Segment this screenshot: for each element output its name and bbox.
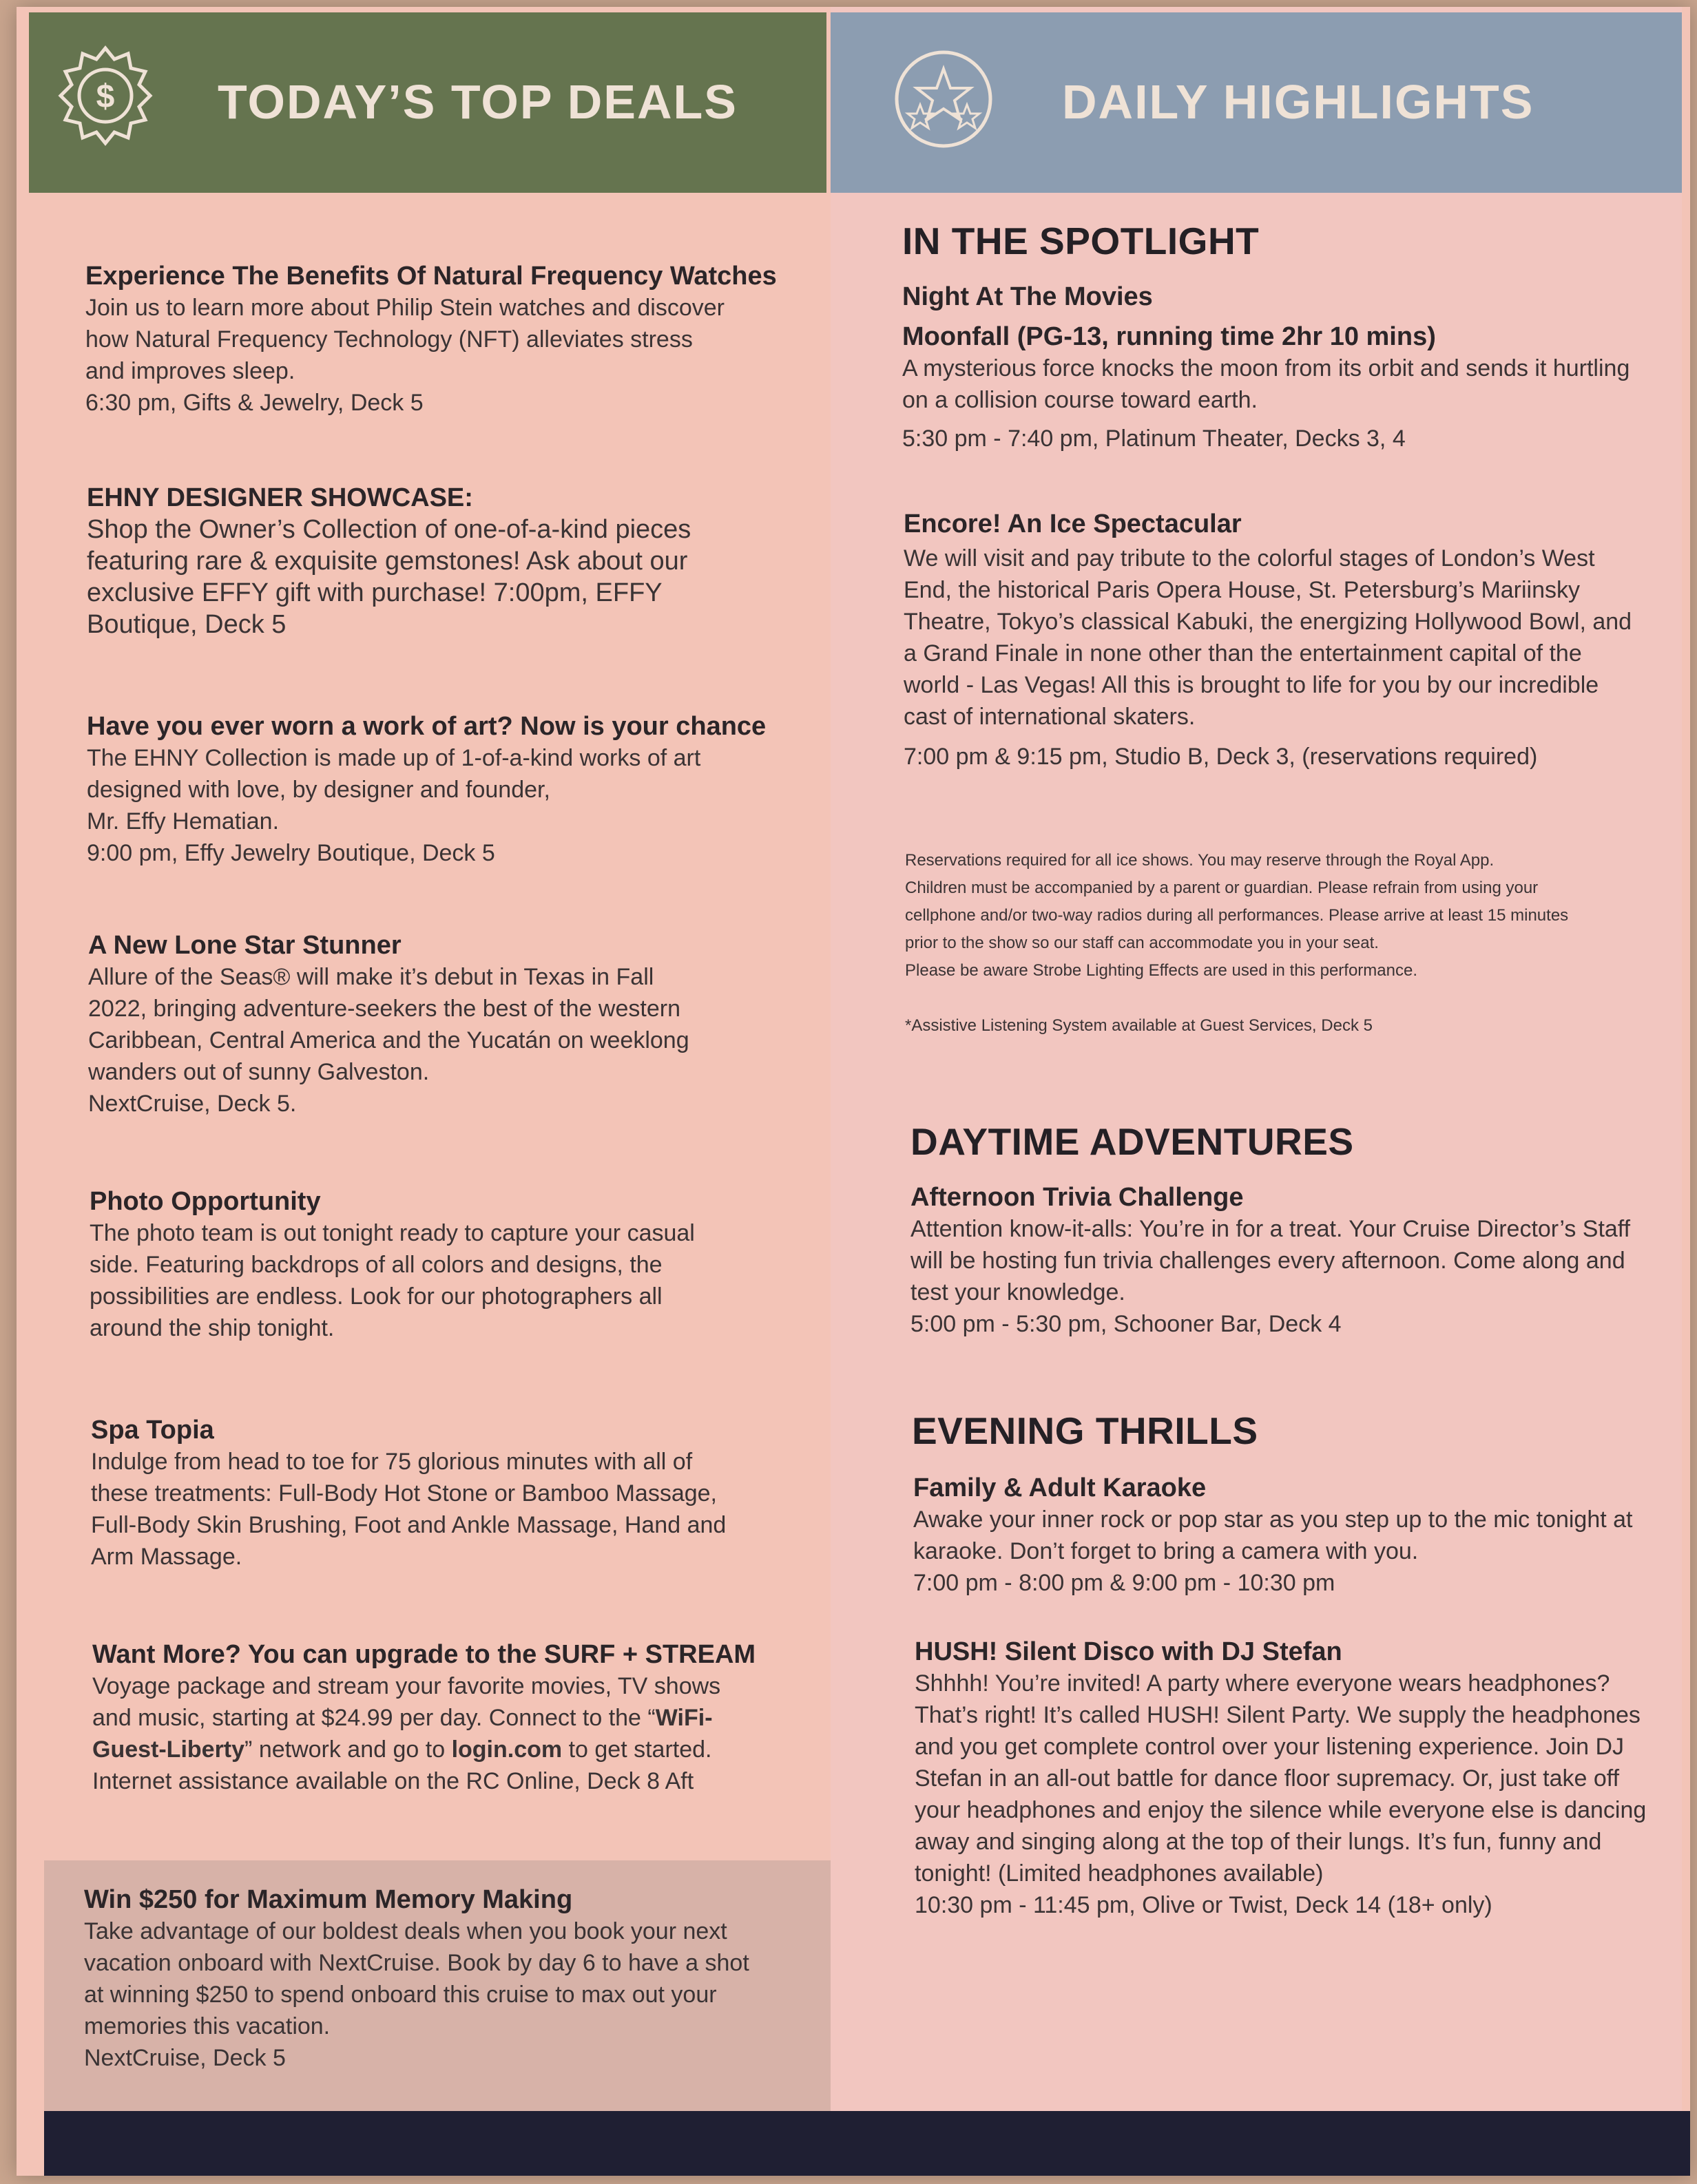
deal-body: The photo team is out tonight ready to capture your casual side. Featuring backdrops of all colors and designs, the possibilities are endless. Look for our photographers all around the ship tonight.	[90, 1220, 695, 1341]
wifi-network-name: Guest-Liberty	[92, 1736, 245, 1763]
daily-program-sheet	[17, 7, 1690, 2176]
deal-item	[91, 1414, 821, 1573]
deal-item	[84, 1884, 835, 2074]
dollar-badge-icon	[54, 44, 157, 147]
deal-title: Have you ever worn a work of art? Now is your chance	[87, 712, 767, 741]
silent-disco-item	[915, 1636, 1679, 1921]
movie-subheading: Night At The Movies	[902, 282, 1153, 311]
deal-line	[92, 1734, 829, 1765]
ice-show-time: 7:00 pm & 9:15 pm, Studio B, Deck 3, (reservations required)	[904, 744, 1538, 770]
movie-time: 5:30 pm - 7:40 pm, Platinum Theater, Decks 3, 4	[902, 426, 1406, 452]
deal-title: Photo Opportunity	[90, 1187, 321, 1216]
movie-description: A mysterious force knocks the moon from its orbit and sends it hurtling on a collision course toward earth.	[902, 355, 1630, 413]
wifi-network-name: WiFi-	[655, 1705, 713, 1731]
daily-highlights-title: DAILY HIGHLIGHTS	[1062, 75, 1534, 129]
deal-item	[87, 482, 817, 640]
deal-item	[88, 930, 818, 1120]
deal-text: to get started.	[562, 1736, 712, 1763]
svg-text:$: $	[96, 78, 115, 115]
deal-body: Join us to learn more about Philip Stein watches and discover how Natural Frequency Technology (NFT) alleviates stress and improves sleep. 6:30 pm, Gifts & Jewelry, Deck 5	[85, 295, 725, 416]
deal-item	[90, 1186, 820, 1344]
evening-heading: EVENING THRILLS	[912, 1409, 1258, 1452]
silent-disco-body: Shhhh! You’re invited! A party where everyone wears headphones? That’s right! It’s called HUSH! Silent Party. We supply the headphones and you get complete control over your listening experience. Join DJ Stefan in an all-out battle for dance floor supremacy. Or, just take off your headphones and enjoy the silence while everyone else is dancing away and singing along at the top of their lungs. It’s fun, funny and tonight! (Limited headphones available) 10:30 pm - 11:45 pm, Olive or Twist, Deck 14 (18+ only)	[915, 1670, 1647, 1918]
deal-body: Take advantage of our boldest deals when you book your next vacation onboard with NextCruise. Book by day 6 to have a shot at winning $250 to spend onboard this cruise to max out your memories this vacation. NextCruise, Deck 5	[84, 1918, 749, 2071]
assistive-listening-note: *Assistive Listening System available at Guest Services, Deck 5	[905, 1016, 1373, 1035]
deal-title: Experience The Benefits Of Natural Frequency Watches	[85, 262, 777, 291]
silent-disco-title: HUSH! Silent Disco with DJ Stefan	[915, 1637, 1342, 1666]
footer-bar	[44, 2111, 1690, 2176]
movie-item	[902, 281, 1667, 454]
deal-body: Allure of the Seas® will make it’s debut in Texas in Fall 2022, bringing adventure-seekers the best of the western Caribbean, Central America and the Yucatán on weeklong wanders out of sunny Galveston. NextCruise, Deck 5.	[88, 964, 689, 1117]
karaoke-title: Family & Adult Karaoke	[913, 1473, 1207, 1502]
deal-text: and music, starting at $24.99 per day. Connect to the “	[92, 1705, 656, 1731]
trivia-item	[910, 1182, 1675, 1340]
top-deals-column	[29, 7, 826, 2126]
ice-show-title: Encore! An Ice Spectacular	[904, 510, 1242, 538]
deal-item	[85, 260, 815, 419]
deal-text: ” network and go to	[244, 1736, 452, 1763]
deal-line	[92, 1702, 829, 1734]
trivia-body: Attention know-it-alls: You’re in for a treat. Your Cruise Director’s Staff will be hosting fun trivia challenges every afternoon. Come along and test your knowledge. 5:00 pm - 5:30 pm, Schooner Bar, Deck 4	[910, 1216, 1631, 1337]
deal-title: Win $250 for Maximum Memory Making	[84, 1885, 573, 1914]
top-deals-title: TODAY’S TOP DEALS	[218, 75, 738, 129]
spotlight-heading: IN THE SPOTLIGHT	[902, 220, 1260, 262]
deal-title: Want More? You can upgrade to the SURF + STREAM	[92, 1640, 756, 1669]
ice-show-item	[904, 508, 1668, 773]
deal-title: Spa Topia	[91, 1416, 214, 1445]
login-url: login.com	[451, 1736, 563, 1763]
stars-circle-icon	[893, 48, 995, 150]
deal-body: The EHNY Collection is made up of 1-of-a-kind works of art designed with love, by designer and founder, Mr. Effy Hematian. 9:00 pm, Effy Jewelry Boutique, Deck 5	[87, 745, 701, 866]
deal-line: Internet assistance available on the RC Online, Deck 8 Aft	[92, 1768, 694, 1794]
ice-show-description: We will visit and pay tribute to the colorful stages of London’s West End, the historical Paris Opera House, St. Petersburg’s Mariinsky Theatre, Tokyo’s classical Kabuki, the energizing Hollywood Bowl, and a Grand Finale in none other than the entertainment capital of the world - Las Vegas! All this is brought to life for you by our incredible cast of international skaters.	[904, 545, 1632, 730]
ice-show-fine-print: Reservations required for all ice shows. You may reserve through the Royal App. Children must be accompanied by a parent or guardian. Please refrain from using your cellphone and/or two-way radios during all performances. Please arrive at least 15 minutes prior to the show so our staff can accommodate you in your seat. Please be aware Strobe Lighting Effects are used in this performance.	[905, 851, 1569, 980]
deal-title: EHNY DESIGNER SHOWCASE:	[87, 483, 473, 512]
deal-line: Voyage package and stream your favorite movies, TV shows	[92, 1673, 721, 1699]
deal-body	[92, 1670, 829, 1797]
karaoke-item	[913, 1472, 1678, 1599]
deal-item	[87, 711, 817, 869]
daily-highlights-column	[831, 7, 1682, 2126]
deal-item	[92, 1639, 829, 1797]
deal-body: Shop the Owner’s Collection of one-of-a-kind pieces featuring rare & exquisite gemstones! Ask about our exclusive EFFY gift with purchase! 7:00pm, EFFY Boutique, Deck 5	[87, 515, 691, 639]
karaoke-body: Awake your inner rock or pop star as you step up to the mic tonight at karaoke. Don’t forget to bring a camera with you. 7:00 pm - 8:00 pm & 9:00 pm - 10:30 pm	[913, 1506, 1633, 1596]
daytime-heading: DAYTIME ADVENTURES	[910, 1120, 1354, 1163]
trivia-title: Afternoon Trivia Challenge	[910, 1183, 1244, 1212]
daily-highlights-banner	[831, 12, 1682, 193]
win-promo-box	[44, 1860, 844, 2133]
top-deals-banner	[29, 12, 826, 193]
deal-body: Indulge from head to toe for 75 glorious minutes with all of these treatments: Full-Body Hot Stone or Bamboo Massage, Full-Body Skin Brushing, Foot and Ankle Massage, Hand and Arm Massage.	[91, 1449, 727, 1570]
deal-title: A New Lone Star Stunner	[88, 931, 402, 960]
movie-title: Moonfall (PG-13, running time 2hr 10 mins)	[902, 322, 1436, 351]
